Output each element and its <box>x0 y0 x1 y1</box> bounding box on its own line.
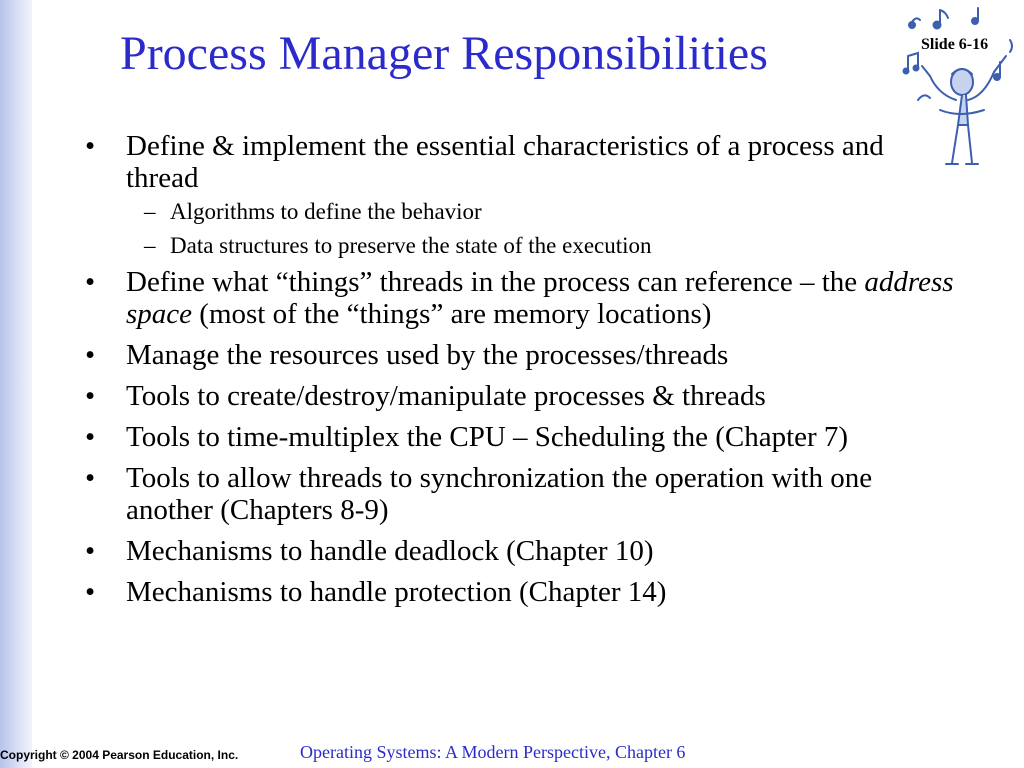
bullet-list <box>85 130 955 617</box>
sub-bullet-text: Algorithms to define the behavior <box>170 199 482 224</box>
bullet-marker: • <box>85 462 96 494</box>
bullet-text: Mechanisms to handle protection (Chapter 14) <box>126 576 667 608</box>
sub-bullet-marker: – <box>144 233 156 258</box>
bullet-marker: • <box>85 576 96 608</box>
bullet-marker: • <box>85 535 96 567</box>
bullet-text: Define & implement the essential characteristics of a process and thread <box>126 130 884 194</box>
sub-bullet-data-structures <box>85 232 955 259</box>
bullet-text-after: (most of the “things” are memory locations) <box>192 298 712 330</box>
sub-bullet-algorithms <box>85 198 955 225</box>
bullet-text-italic: address space <box>126 266 954 330</box>
bullet-marker: • <box>85 266 96 298</box>
bullet-text: Manage the resources used by the processes/threads <box>126 339 729 371</box>
sub-bullet-marker: – <box>144 199 156 224</box>
bullet-item-scheduling <box>85 421 955 453</box>
bullet-item-manage-resources <box>85 339 955 371</box>
bullet-item-create-destroy <box>85 380 955 412</box>
bullet-text: Tools to create/destroy/manipulate processes & threads <box>126 380 766 412</box>
bullet-item-address-space <box>85 266 955 330</box>
bullet-marker: • <box>85 421 96 453</box>
bullet-text: Tools to allow threads to synchronization the operation with one another (Chapters 8-9) <box>126 462 873 526</box>
copyright-notice: Copyright © 2004 Pearson Education, Inc. <box>0 748 239 762</box>
bullet-item-synchronization <box>85 462 955 526</box>
sub-bullet-text: Data structures to preserve the state of the execution <box>170 233 652 258</box>
bullet-text: Mechanisms to handle deadlock (Chapter 10) <box>126 535 654 567</box>
bullet-item-deadlock <box>85 535 955 567</box>
bullet-marker: • <box>85 130 96 162</box>
bullet-marker: • <box>85 380 96 412</box>
left-sidebar-band <box>0 0 32 768</box>
bullet-text: Tools to time-multiplex the CPU – Scheduling the (Chapter 7) <box>126 421 849 453</box>
sub-bullet-group <box>85 198 955 259</box>
slide-number: Slide 6-16 <box>921 36 989 53</box>
bullet-item-define-implement <box>85 130 955 194</box>
bullet-item-protection <box>85 576 955 608</box>
bullet-marker: • <box>85 339 96 371</box>
book-footer: Operating Systems: A Modern Perspective, Chapter 6 <box>300 742 686 762</box>
slide-title: Process Manager Responsibilities <box>120 27 768 80</box>
bullet-text-before: Define what “things” threads in the process can reference – the <box>126 266 865 298</box>
